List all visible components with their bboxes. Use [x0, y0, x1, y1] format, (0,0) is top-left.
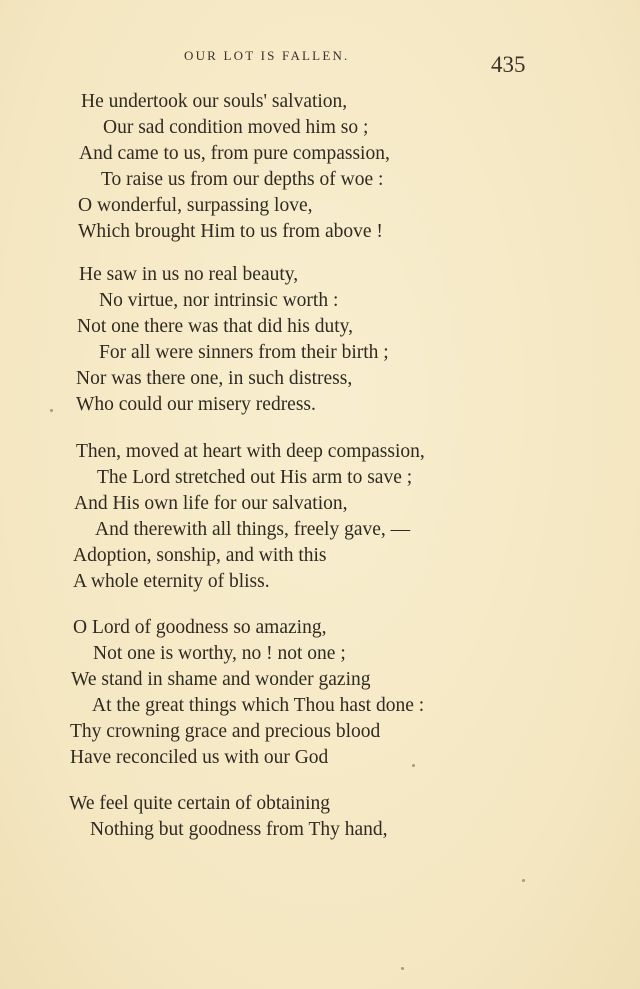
poem-line: O Lord of goodness so amazing, — [73, 617, 327, 638]
poem-line: He saw in us no real beauty, — [79, 264, 299, 285]
paper-speck — [412, 764, 415, 767]
poem-line: We stand in shame and wonder gazing — [71, 669, 371, 690]
running-title: OUR LOT IS FALLEN. — [184, 48, 350, 63]
poem-line: Who could our misery redress. — [76, 394, 316, 415]
poem-line: Adoption, sonship, and with this — [73, 545, 327, 566]
poem-line: And His own life for our salvation, — [74, 493, 348, 514]
poem-line: Nor was there one, in such distress, — [76, 368, 353, 389]
poem-line: For all were sinners from their birth ; — [99, 342, 389, 363]
poem-line: He undertook our souls' salvation, — [81, 91, 348, 112]
poem-line: To raise us from our depths of woe : — [101, 169, 384, 190]
page-number: 435 — [491, 52, 526, 77]
poem-line: Which brought Him to us from above ! — [78, 221, 383, 242]
poem-line: Then, moved at heart with deep compassion, — [76, 441, 425, 462]
poem-line: Not one there was that did his duty, — [77, 316, 354, 337]
poem-line: And therewith all things, freely gave, — — [95, 519, 411, 540]
poem-line: Not one is worthy, no ! not one ; — [93, 643, 346, 664]
paper-speck — [50, 409, 53, 412]
poem-line: Nothing but goodness from Thy hand, — [90, 819, 388, 840]
poem-line: O wonderful, surpassing love, — [78, 195, 313, 216]
poem-line: Have reconciled us with our God — [70, 747, 329, 768]
poem-line: The Lord stretched out His arm to save ; — [97, 467, 413, 488]
poem-line: Our sad condition moved him so ; — [103, 117, 369, 138]
poem-line: Thy crowning grace and precious blood — [70, 721, 381, 742]
paper-speck — [401, 967, 404, 970]
poem-line: No virtue, nor intrinsic worth : — [99, 290, 339, 311]
poem-line: And came to us, from pure compassion, — [79, 143, 390, 164]
poem-line: A whole eternity of bliss. — [73, 571, 270, 592]
poem-line: At the great things which Thou hast done : — [92, 695, 425, 716]
poem-line: We feel quite certain of obtaining — [69, 793, 331, 814]
paper-speck — [522, 879, 525, 882]
